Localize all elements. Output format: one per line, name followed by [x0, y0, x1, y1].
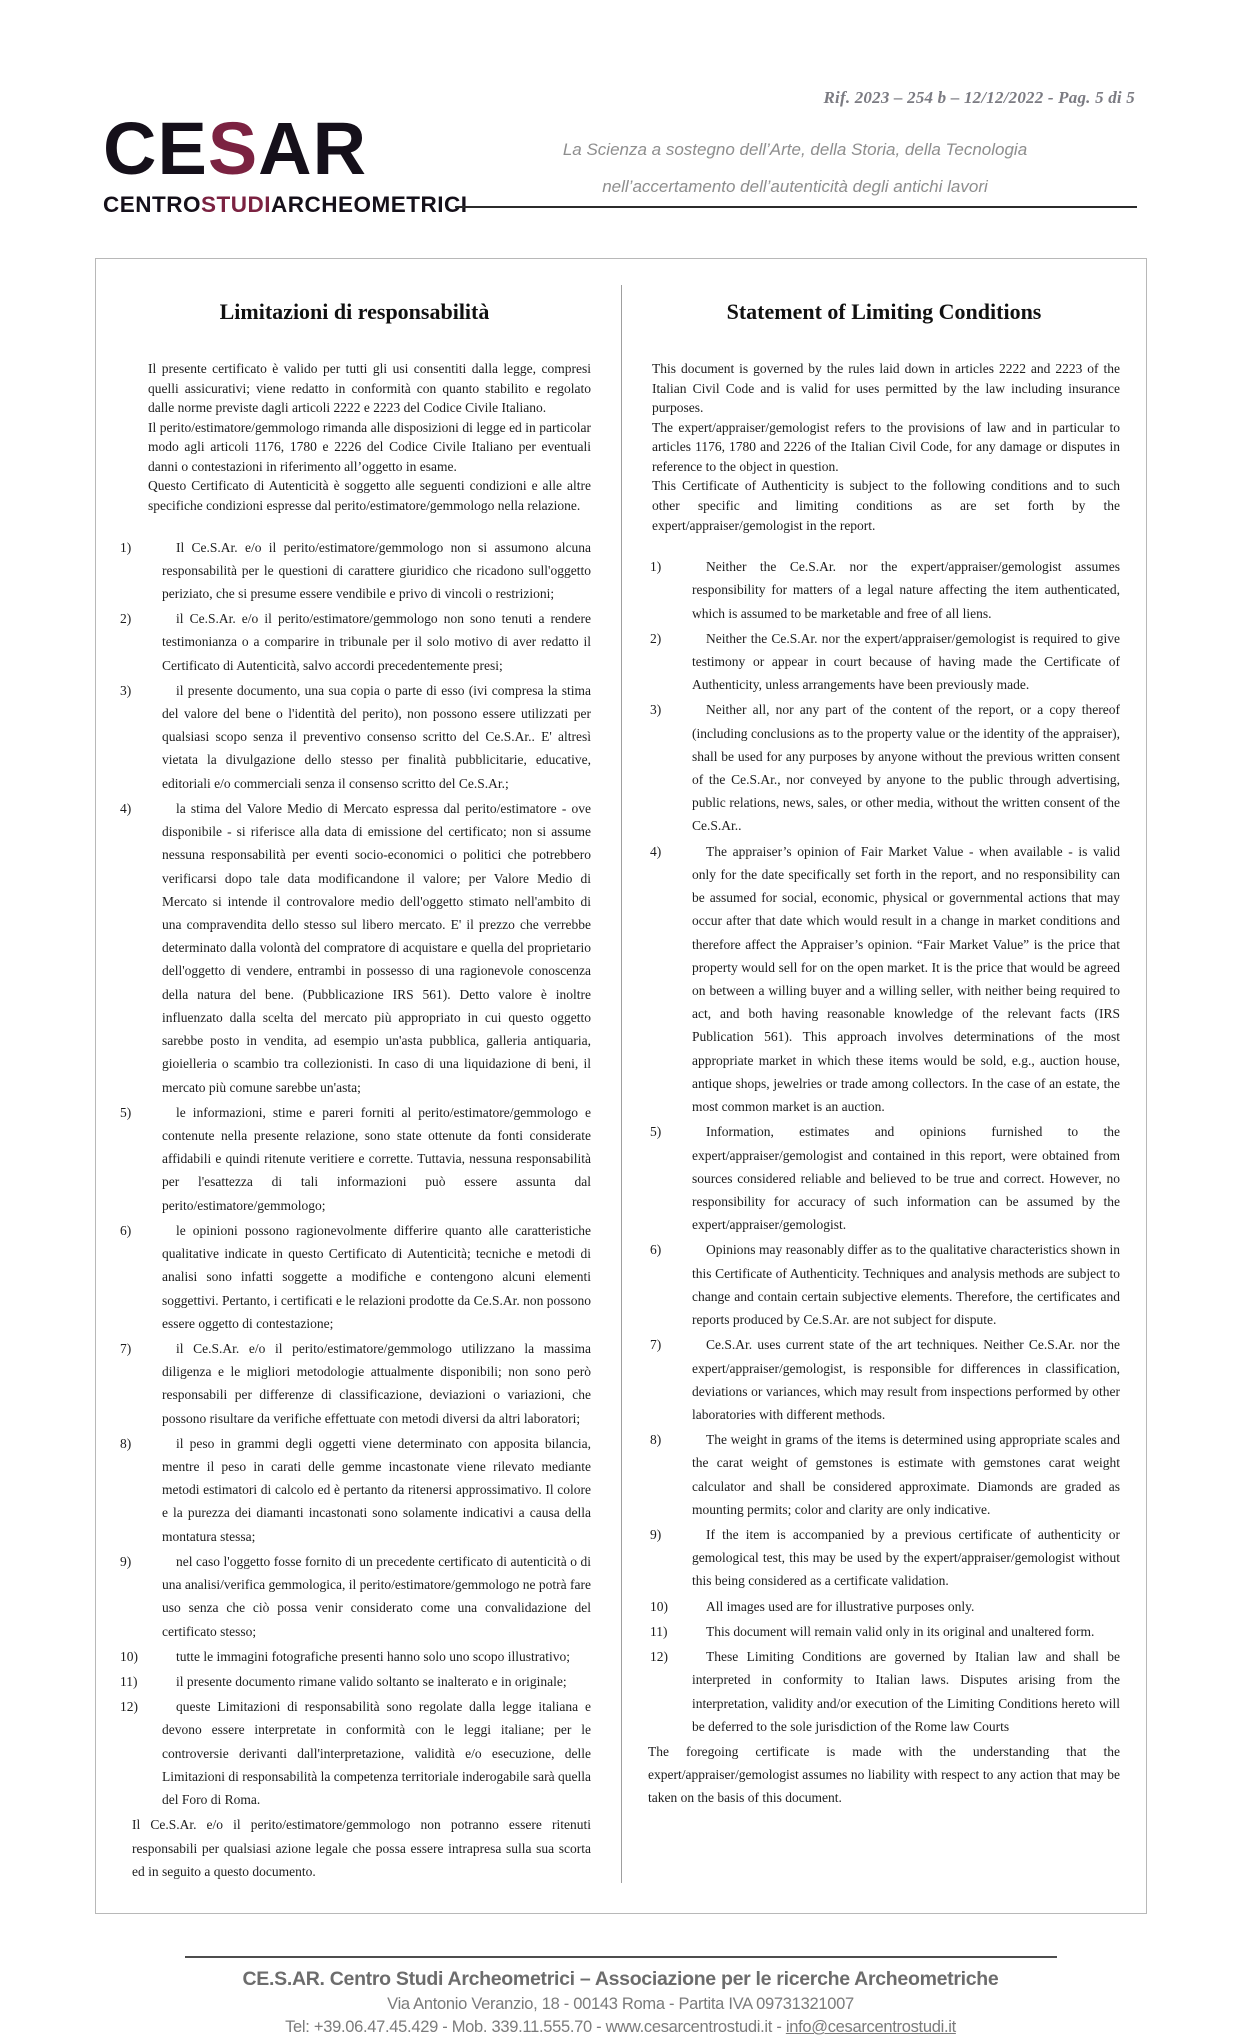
cesar-logo [103, 107, 468, 218]
page-footer [0, 1956, 1241, 2037]
list-item [648, 627, 1120, 697]
item-number: 6) [650, 1242, 662, 1258]
item-number: 8) [120, 1435, 132, 1451]
logo-part-ce: CE [103, 107, 208, 190]
item-text: tutte le immagini fotografiche presenti hanno solo uno scopo illustrativo; [176, 1648, 571, 1664]
item-number: 5) [650, 1124, 662, 1140]
logo-subtitle [103, 192, 468, 218]
list-item [118, 1432, 591, 1548]
item-number: 4) [650, 843, 662, 859]
reference-line: Rif. 2023 – 254 b – 12/12/2022 - Pag. 5 di 5 [823, 88, 1135, 107]
list-item [118, 536, 591, 606]
item-text: Neither all, nor any part of the content of the report, or a copy thereof (including conclusions as to the property value or the identity of the appraiser), shall be used for any purposes by anyone without the previous written consent of the Ce.S.Ar., nor conveyed by anyone to the public through advertising, public relations, news, sales, or other media, without the written consent of the Ce.S.Ar.. [692, 702, 1120, 834]
item-number: 12) [650, 1649, 668, 1665]
intro-paragraph: Il presente certificato è valido per tutti gli usi consentiti dalla legge, compresi quelli assicurativi; viene redatto in conformità con quanto stabilito e regolato dalle norme previste dagli articoli 2222 e 2223 del Codice Civile Italiano. [148, 361, 591, 416]
item-number: 1) [650, 559, 662, 575]
intro-paragraph: Questo Certificato di Autenticità è soggetto alle seguenti condizioni e alle altre specifiche condizioni espresse dal perito/estimatore/gemmologo nella relazione. [148, 478, 591, 513]
item-text: If the item is accompanied by a previous certificate of authenticity or gemological test, this may be used by the expert/appraiser/gemologist without this being considered as a certificate validation. [692, 1527, 1120, 1589]
item-number: 8) [650, 1432, 662, 1448]
item-number: 5) [120, 1104, 132, 1120]
item-text: le informazioni, stime e pareri forniti al perito/estimatore/gemmologo e contenute nella presente relazione, sono state ottenute da fonti considerate affidabili e quindi ritenute veritiere e corrette. Tuttavia, nessuna responsabilità per l'esattezza di tali informazioni può essere assunta dal perito/estimatore/gemmologo; [162, 1104, 591, 1213]
list-item [648, 555, 1120, 625]
list-item [118, 1101, 591, 1217]
item-number: 1) [120, 539, 132, 555]
item-text: Il Ce.S.Ar. e/o il perito/estimatore/gemmologo non si assumono alcuna responsabilità per le questioni di carattere giuridico che ricadono sull'oggetto periziato, che si presume essere vendibile e privo di vincoli o restrizioni; [162, 539, 591, 601]
item-text: This document will remain valid only in its original and unaltered form. [706, 1623, 1095, 1639]
list-item [118, 1337, 591, 1430]
column-english [621, 285, 1146, 1883]
intro-paragraph: This document is governed by the rules laid down in articles 2222 and 2223 of the Italian Civil Code and is valid for uses permitted by the law including insurance purposes. [652, 361, 1120, 416]
list-item [118, 797, 591, 1099]
numbered-list-english [648, 555, 1120, 1738]
item-text: The weight in grams of the items is determined using appropriate scales and the carat weight of gemstones is estimate with gemstones carat weight calculator and shall be considered approximate. Diamonds are graded as mounting permits; color and clarity are only indicative. [692, 1432, 1120, 1517]
list-item [118, 1550, 591, 1643]
list-item [648, 1595, 1120, 1618]
intro-english [648, 359, 1120, 535]
list-item [648, 1238, 1120, 1331]
item-number: 9) [650, 1527, 662, 1543]
item-text: il Ce.S.Ar. e/o il perito/estimatore/gemmologo non sono tenuti a rendere testimonianza o a comparire in tribunale per il solo motivo di aver redatto il Certificato di Autenticità, salvo accordi precedentemente presi; [162, 611, 591, 673]
item-text: Neither the Ce.S.Ar. nor the expert/appraiser/gemologist is required to give testimony or appear in court because of having made the Certificate of Authenticity, unless arrangements have been previously made. [692, 630, 1120, 693]
column-italian [96, 285, 621, 1883]
list-item [648, 698, 1120, 837]
item-number: 3) [650, 702, 662, 718]
item-text: The appraiser’s opinion of Fair Market Value - when available - is valid only for the date specifically set forth in the report, and no responsibility can be assumed for social, economic, physical or governmental actions that may occur after that date which would result in a change in market conditions and therefore affect the Appraiser’s opinion. “Fair Market Value” is the price that property would sell for on the open market. It is the price that would be agreed on between a willing buyer and a willing seller, with neither being required to act, and both having reasonable knowledge of the relevant facts (IRS Publication 561). This approach involves determinations of the most appropriate market in which these items would be sold, e.g., auction house, antique shops, jewelries or trade among collectors. In the case of an estate, the most common market is an auction. [692, 843, 1120, 1115]
closing-paragraph-english: The foregoing certificate is made with the understanding that the expert/appraiser/gemologist assumes no liability with respect to any action that may be taken on the basis of this document. [648, 1744, 1120, 1806]
logo-part-ar: AR [258, 107, 368, 190]
intro-paragraph: The expert/appraiser/gemologist refers to the provisions of law and in particular to articles 1176, 1780 and 2226 of the Italian Civil Code, for any damage or disputes in reference to the object in question. [652, 419, 1120, 474]
item-text: These Limiting Conditions are governed by Italian law and shall be interpreted in conformity to Italian laws. Disputes arising from the interpretation, validity and/or execution of the Limiting Conditions hereto will be deferred to the sole jurisdiction of the Rome law Courts [692, 1649, 1120, 1734]
logo-sub-centro: CENTRO [103, 192, 201, 217]
list-item [648, 1645, 1120, 1738]
item-number: 9) [120, 1553, 132, 1569]
list-item [118, 1670, 591, 1693]
logo-sub-archeometrici: ARCHEOMETRICI [271, 192, 468, 217]
item-number: 11) [120, 1674, 138, 1689]
list-item [118, 1219, 591, 1335]
logo-part-s: S [207, 107, 259, 190]
footer-address: Via Antonio Veranzio, 18 - 00143 Roma - Partita IVA 09731321007 [387, 1994, 854, 2013]
column-title-italian: Limitazioni di responsabilità [219, 299, 490, 324]
item-number: 7) [650, 1337, 662, 1353]
item-number: 11) [650, 1623, 668, 1639]
numbered-list-italian [118, 536, 591, 1812]
tagline-line2: nell’accertamento dell’autenticità degli antichi lavori [602, 177, 988, 196]
footer-email-link[interactable]: info@cesarcentrostudi.it [785, 2017, 956, 2036]
tagline [470, 140, 1120, 197]
list-item [118, 607, 591, 677]
item-text: le opinioni possono ragionevolmente differire quanto alle caratteristiche qualitative indicate in questo Certificato di Autenticità; tecniche e metodi di analisi sono infatti soggette a modifiche e contengono alcuni elementi soggettivi. Pertanto, i certificati e le relazioni prodotte da Ce.S.Ar. non possono essere oggetto di contestazione; [162, 1222, 591, 1331]
footer-website: www.cesarcentrostudi.it [605, 2017, 773, 2036]
item-text: il Ce.S.Ar. e/o il perito/estimatore/gemmologo utilizzano la massima diligenza e le migliori metodologie attualmente disponibili; non sono però responsabili per differenze di classificazione, deviazioni o variazioni, che possono risultare da verifiche effettuate con metodi diversi da altri laboratori; [162, 1340, 591, 1426]
closing-paragraph-italian: Il Ce.S.Ar. e/o il perito/estimatore/gemmologo non potranno essere ritenuti responsabili per qualsiasi azione legale che possa essere intrapresa sulla sua scorta ed in seguito a questo documento. [132, 1817, 591, 1879]
list-item [648, 1333, 1120, 1426]
item-text: il presente documento rimane valido soltanto se inalterato e in originale; [176, 1674, 567, 1689]
intro-italian [118, 359, 591, 516]
footer-contacts [0, 2018, 1241, 2037]
tagline-line1: La Scienza a sostegno dell’Arte, della Storia, della Tecnologia [562, 140, 1028, 159]
item-number: 2) [120, 611, 132, 627]
list-item [648, 1620, 1120, 1643]
list-item [118, 1695, 591, 1811]
list-item [648, 1120, 1120, 1236]
item-number: 3) [120, 682, 132, 698]
item-text: il presente documento, una sua copia o parte di esso (ivi compresa la stima del valore del bene o l'identità del perito), non possono essere utilizzati per qualsiasi scopo senza il preventivo consenso scritto del Ce.S.Ar.. E' altresì vietata la divulgazione dello stesso per finalità pubblicitarie, educative, editoriali e/o commerciali senza il consenso scritto del Ce.S.Ar.; [162, 682, 591, 791]
item-text: Information, estimates and opinions furnished to the expert/appraiser/gemologist and contained in this report, were obtained from sources considered reliable and believed to be true and correct. However, no responsibility for accuracy of such information can be assumed by the expert/appraiser/gemologist. [692, 1124, 1120, 1233]
item-text: il peso in grammi degli oggetti viene determinato con apposita bilancia, mentre il peso in carati delle gemme incastonate viene rilevato mediante metodi estimatori di calcolo ed è pertanto da ritenersi approssimativo. Il colore e la purezza dei diamanti incastonati sono solamente indicativi a causa della montatura stessa; [162, 1435, 591, 1544]
item-text: la stima del Valore Medio di Mercato espressa dal perito/estimatore - ove disponibile - si riferisce alla data di emissione del certificato; non si assume nessuna responsabilità per eventi socio-economici o politici che potrebbero verificarsi dopo tale data modificandone il valore; per Valore Medio di Mercato si intende il controvalore medio dell'oggetto stimato nell'ambito di una compravendita dello stesso sul libero mercato. E' il prezzo che verrebbe determinato dalla volontà del compratore di acquistare e quella del proprietario dell'oggetto di vendere, entrambi in possesso di una ragionevole conoscenza della natura del bene. (Pubblicazione IRS 561). Detto valore è inoltre influenzato dalla scelta del mercato più appropriato in cui questo oggetto sarebbe posto in vendita, ad esempio un'asta pubblica, galleria antiquaria, gioielleria o scambio tra collezionisti. In caso di una liquidazione di beni, il mercato più comune sarebbe un'asta; [162, 800, 591, 1095]
item-text: queste Limitazioni di responsabilità sono regolate dalla legge italiana e devono essere interpretate in conformità con le leggi italiane; per le controversie derivanti dall'interpretazione, validità e/o esecuzione, delle Limitazioni di responsabilità la competenza territoriale inderogabile sarà quella del Foro di Roma. [162, 1699, 591, 1808]
list-item [118, 1645, 591, 1668]
item-number: 2) [650, 630, 662, 646]
list-item [118, 679, 591, 795]
intro-paragraph: This Certificate of Authenticity is subject to the following conditions and to such other specific and limiting conditions as are set forth by the expert/appraiser/gemologist in the report. [652, 478, 1120, 533]
logo-wordmark [103, 107, 468, 190]
intro-paragraph: Il perito/estimatore/gemmologo rimanda alle disposizioni di legge ed in particolar modo agli articoli 1176, 1780 e 2226 del Codice Civile Italiano per eventuali danni o contestazioni in riferimento all’oggetto in esame. [148, 419, 591, 474]
item-text: Opinions may reasonably differ as to the qualitative characteristics shown in this Certificate of Authenticity. Techniques and analysis methods are subject to change and contain certain subjective elements. Therefore, the certificates and reports produced by Ce.S.Ar. are not subject for dispute. [692, 1242, 1120, 1328]
footer-org-name: CE.S.AR. Centro Studi Archeometrici – Associazione per le ricerche Archeometriche [242, 1967, 999, 1990]
list-item [648, 1523, 1120, 1593]
item-number: 10) [650, 1598, 668, 1614]
item-number: 6) [120, 1222, 132, 1238]
item-number: 12) [120, 1699, 138, 1715]
item-number: 7) [120, 1340, 132, 1356]
item-text: All images used are for illustrative purposes only. [706, 1598, 975, 1614]
footer-divider [185, 1956, 1057, 1958]
footer-separator: - [772, 2017, 786, 2036]
conditions-box [95, 258, 1147, 1914]
item-text: Neither the Ce.S.Ar. nor the expert/appraiser/gemologist assumes responsibility for matters of a legal nature affecting the item authenticated, which is assumed to be marketable and free of all liens. [692, 559, 1120, 621]
item-text: nel caso l'oggetto fosse fornito di un precedente certificato di autenticità o di una analisi/verifica gemmologica, il perito/estimatore/gemmologo ne potrà fare uso senza che ciò possa venir considerato come una convalidazione del certificato stesso; [162, 1553, 591, 1639]
footer-phone: Tel: +39.06.47.45.429 - Mob. 339.11.555.70 - [285, 2017, 606, 2036]
column-title-english: Statement of Limiting Conditions [726, 299, 1042, 324]
logo-sub-studi: STUDI [201, 192, 271, 217]
item-number: 10) [120, 1648, 138, 1664]
header-divider [455, 206, 1137, 208]
list-item [648, 1428, 1120, 1521]
item-text: Ce.S.Ar. uses current state of the art techniques. Neither Ce.S.Ar. nor the expert/appraiser/gemologist, is responsible for differences in classification, deviations or variances, which may result from inspections performed by other laboratories with different methods. [692, 1337, 1120, 1422]
page-header [0, 0, 1241, 258]
list-item [648, 840, 1120, 1119]
item-number: 4) [120, 800, 132, 816]
